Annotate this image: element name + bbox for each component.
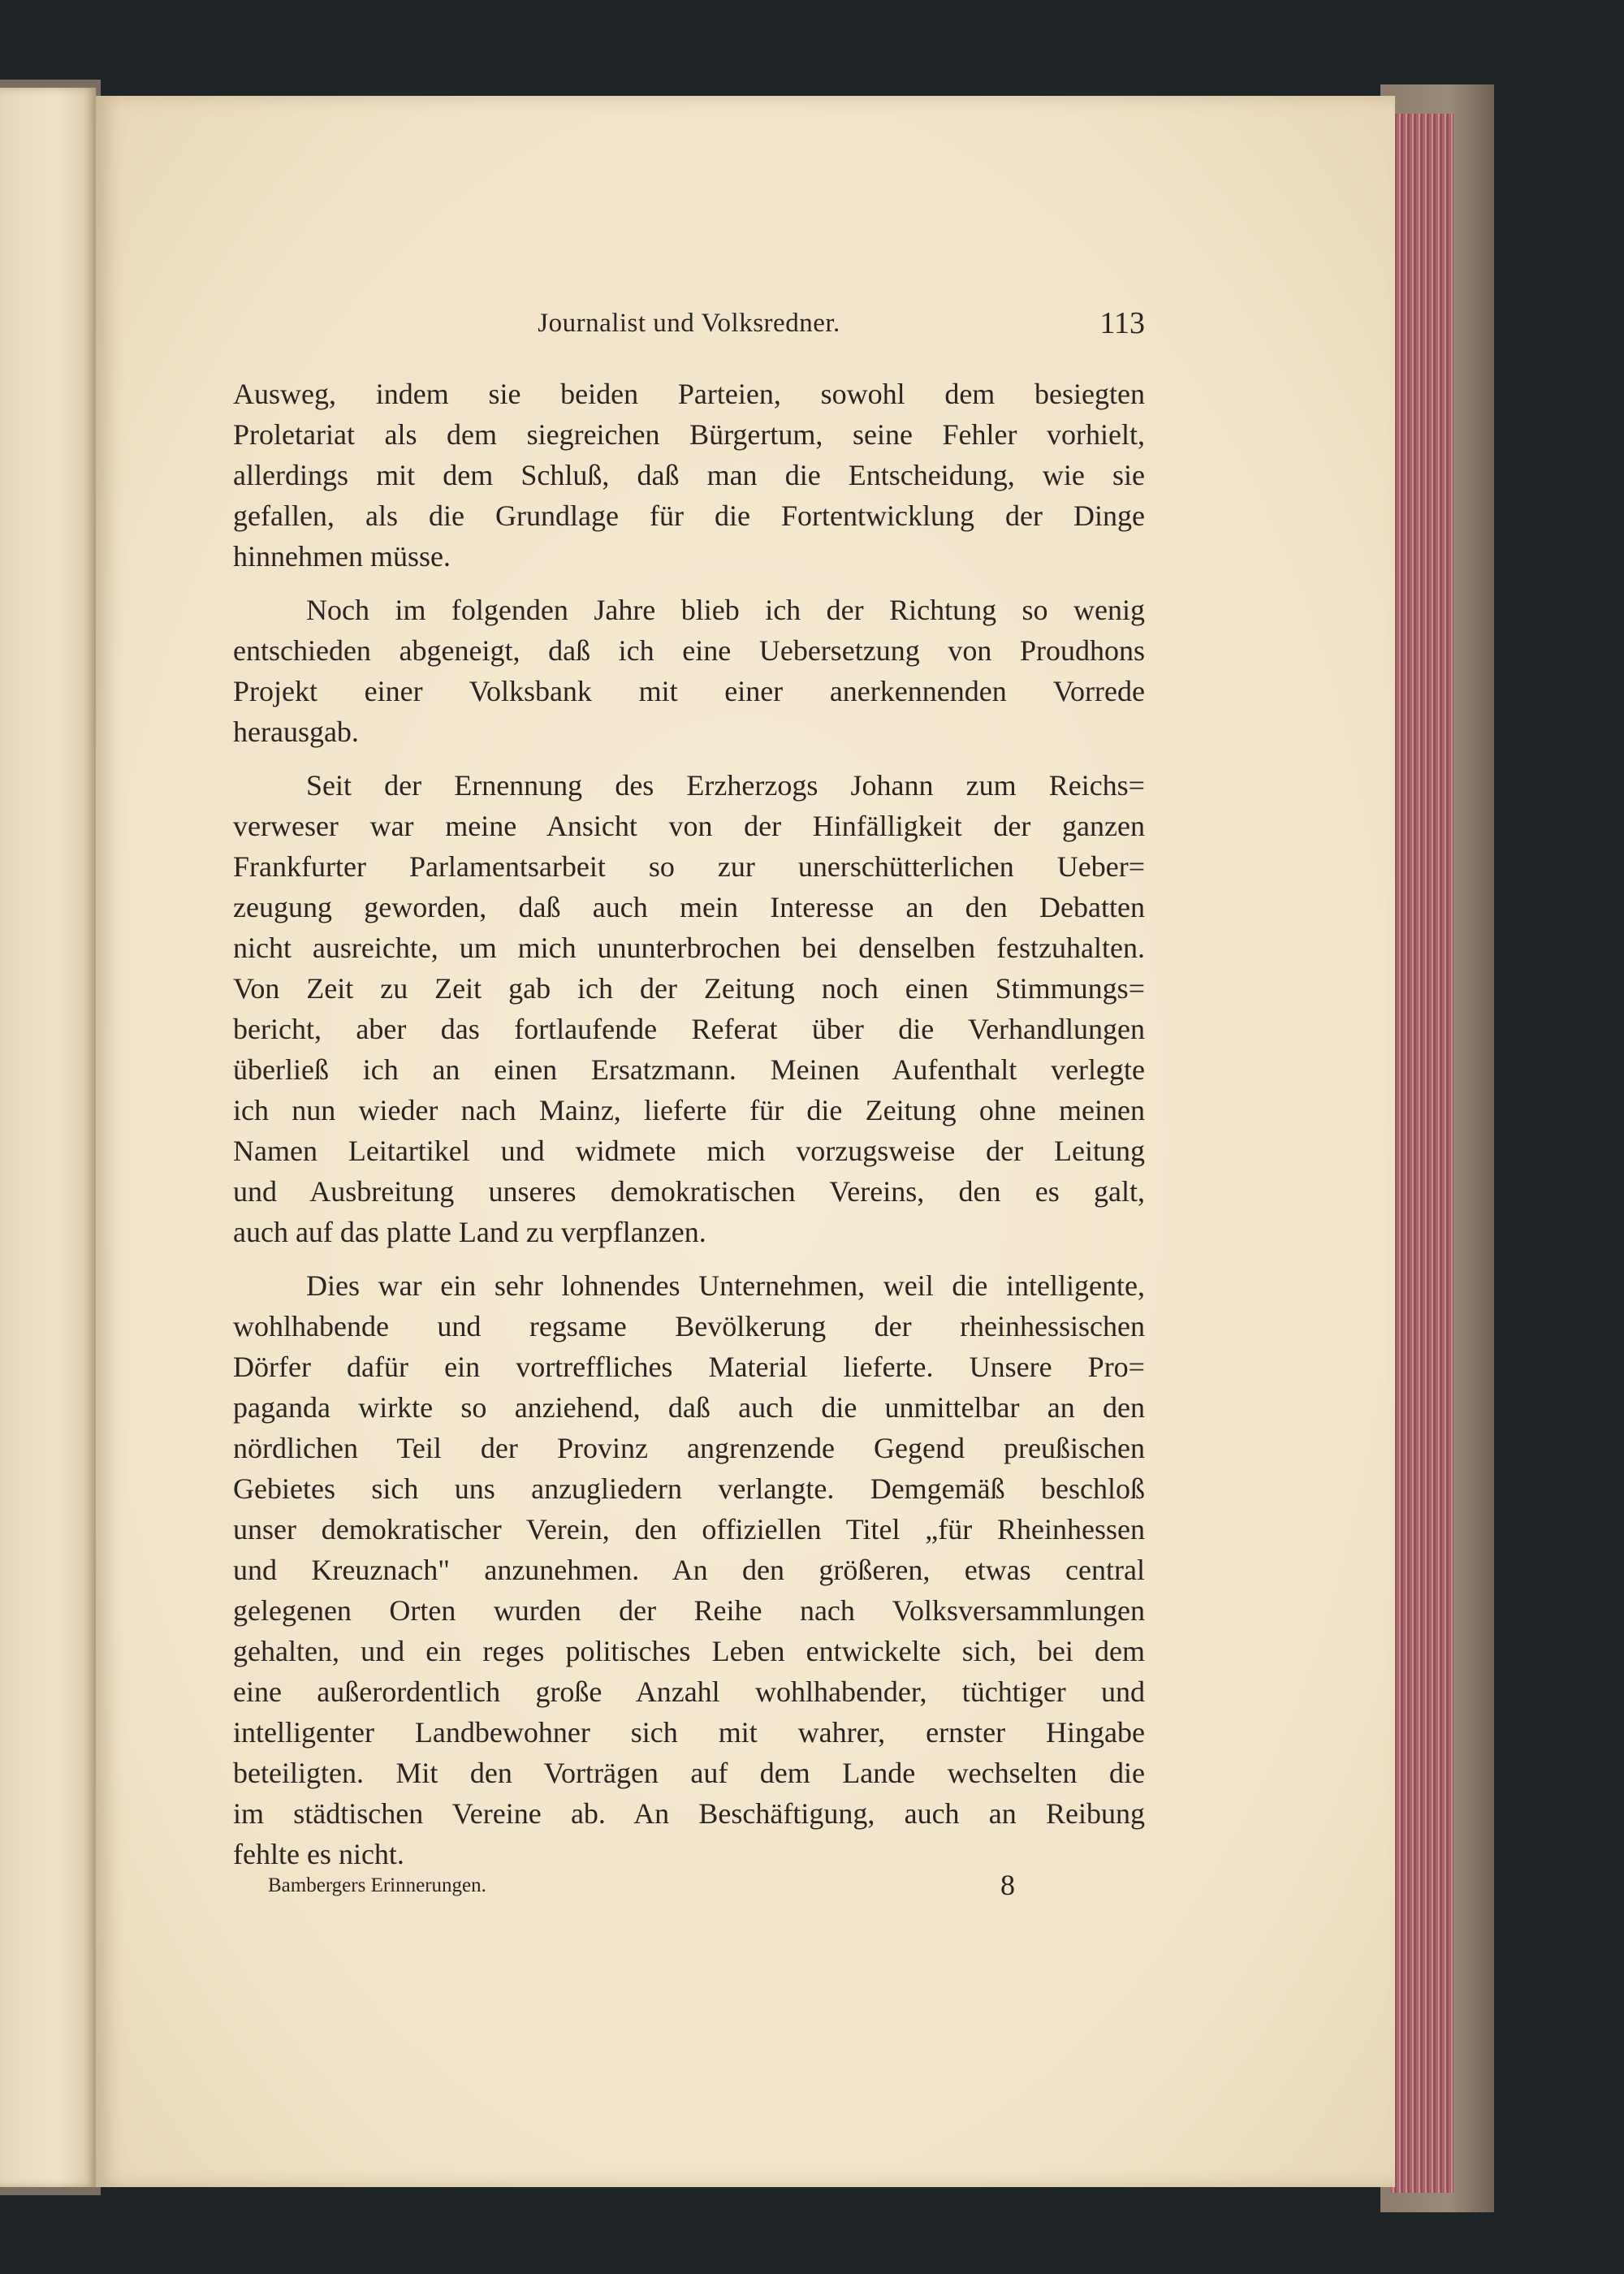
running-head bbox=[233, 302, 1145, 351]
text-line: Dörfer dafür ein vortreffliches Material lieferte. Unsere Pro= bbox=[233, 1351, 1145, 1383]
page-edges bbox=[1390, 114, 1453, 2193]
running-title: Journalist und Volksredner. bbox=[538, 309, 840, 338]
text-line: nicht ausreichte, um mich ununterbrochen bei denselben festzuhalten. bbox=[233, 932, 1145, 964]
text-line: verweser war meine Ansicht von der Hinfälligkeit der ganzen bbox=[233, 810, 1145, 842]
text-line: im städtischen Vereine ab. An Beschäftigung, auch an Reibung bbox=[233, 1797, 1145, 1830]
text-line: und Ausbreitung unseres demokratischen Vereins, den es galt, bbox=[233, 1175, 1145, 1208]
page-number: 113 bbox=[1099, 306, 1145, 340]
text-line: gefallen, als die Grundlage für die Fortentwicklung der Dinge bbox=[233, 499, 1145, 532]
footer-signature: Bambergers Erinnerungen. bbox=[268, 1874, 486, 1896]
text-line: Namen Leitartikel und widmete mich vorzugsweise der Leitung bbox=[233, 1135, 1145, 1167]
text-line: Seit der Ernennung des Erzherzogs Johann zum Reichs= bbox=[306, 769, 1145, 802]
text-line: Projekt einer Volksbank mit einer anerkennenden Vorrede bbox=[233, 675, 1145, 707]
paragraph bbox=[233, 374, 1145, 577]
text-line: gehalten, und ein reges politisches Leben entwickelte sich, bei dem bbox=[233, 1635, 1145, 1667]
text-line: nördlichen Teil der Provinz angrenzende Gegend preußischen bbox=[233, 1432, 1145, 1464]
footer-sheet-number: 8 bbox=[1000, 1869, 1015, 1901]
text-line: bericht, aber das fortlaufende Referat über die Verhandlungen bbox=[233, 1013, 1145, 1045]
paragraph bbox=[233, 765, 1145, 1252]
text-line: allerdings mit dem Schluß, daß man die Entscheidung, wie sie bbox=[233, 459, 1145, 491]
text-line: eine außerordentlich große Anzahl wohlhabender, tüchtiger und bbox=[233, 1675, 1145, 1708]
text-line: intelligenter Landbewohner sich mit wahrer, ernster Hingabe bbox=[233, 1716, 1145, 1749]
text-line: beteiligten. Mit den Vorträgen auf dem Lande wechselten die bbox=[233, 1757, 1145, 1789]
text-line: überließ ich an einen Ersatzmann. Meinen Aufenthalt verlegte bbox=[233, 1053, 1145, 1086]
text-line: herausgab. bbox=[233, 715, 359, 748]
text-line: Ausweg, indem sie beiden Parteien, sowohl dem besiegten bbox=[233, 378, 1145, 410]
body-text bbox=[233, 374, 1145, 1887]
paragraph bbox=[233, 1265, 1145, 1874]
text-line: Von Zeit zu Zeit gab ich der Zeitung noch einen Stimmungs= bbox=[233, 972, 1145, 1005]
text-line: gelegenen Orten wurden der Reihe nach Volksversammlungen bbox=[233, 1594, 1145, 1627]
text-line: ich nun wieder nach Mainz, lieferte für die Zeitung ohne meinen bbox=[233, 1094, 1145, 1126]
text-line: fehlte es nicht. bbox=[233, 1838, 404, 1870]
text-line: Frankfurter Parlamentsarbeit so zur unerschütterlichen Ueber= bbox=[233, 850, 1145, 883]
text-line: Gebietes sich uns anzugliedern verlangte. Demgemäß beschloß bbox=[233, 1472, 1145, 1505]
text-line: wohlhabende und regsame Bevölkerung der rheinhessischen bbox=[233, 1310, 1145, 1342]
paragraph bbox=[233, 590, 1145, 752]
text-line: Noch im folgenden Jahre blieb ich der Richtung so wenig bbox=[306, 594, 1145, 626]
left-page-edge bbox=[0, 88, 96, 2187]
text-line: auch auf das platte Land zu verpflanzen. bbox=[233, 1216, 706, 1248]
text-line: und Kreuznach" anzunehmen. An den größeren, etwas central bbox=[233, 1554, 1145, 1586]
text-line: hinnehmen müsse. bbox=[233, 540, 451, 573]
text-line: paganda wirkte so anziehend, daß auch die unmittelbar an den bbox=[233, 1391, 1145, 1424]
text-line: unser demokratischer Verein, den offiziellen Titel „für Rheinhessen bbox=[233, 1513, 1145, 1546]
text-line: Proletariat als dem siegreichen Bürgertum, seine Fehler vorhielt, bbox=[233, 418, 1145, 451]
text-line: zeugung geworden, daß auch mein Interesse an den Debatten bbox=[233, 891, 1145, 923]
text-line: entschieden abgeneigt, daß ich eine Uebersetzung von Proudhons bbox=[233, 634, 1145, 667]
text-line: Dies war ein sehr lohnendes Unternehmen, weil die intelligente, bbox=[306, 1269, 1145, 1302]
